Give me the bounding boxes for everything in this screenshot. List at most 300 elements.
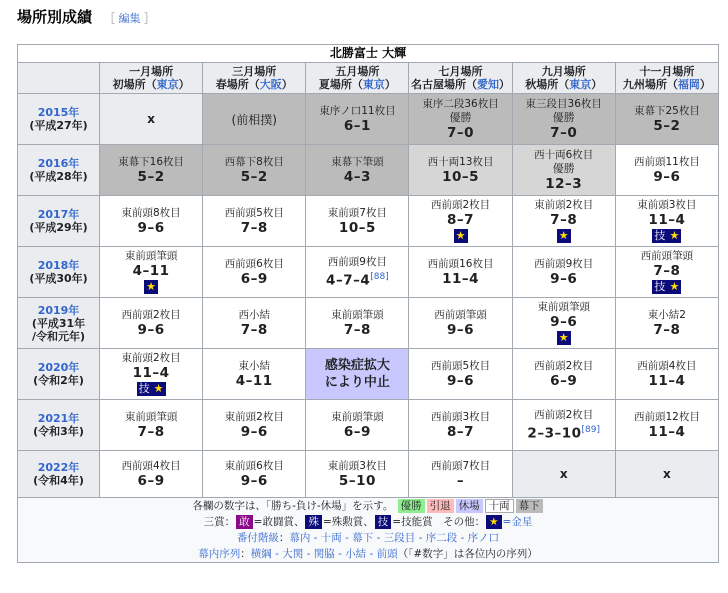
basho-cell bbox=[409, 451, 512, 498]
gino-sho-badge: 技 bbox=[654, 280, 666, 293]
award-badges bbox=[513, 229, 615, 243]
year-link[interactable]: 2017年 bbox=[37, 208, 80, 221]
header-place-link[interactable]: 愛知 bbox=[477, 78, 500, 91]
rank-label: 西前頭2枚目 bbox=[534, 359, 594, 372]
year-cell bbox=[18, 298, 100, 349]
era-label: (令和3年) bbox=[33, 425, 84, 438]
legend-kyujo: 休場 bbox=[456, 499, 483, 513]
header-basho bbox=[100, 63, 203, 94]
score-value: 10–5 bbox=[442, 168, 480, 185]
score-label bbox=[100, 169, 202, 185]
rank-label: 東前頭8枚目 bbox=[121, 206, 181, 219]
table-caption: 北勝富士 大輝 bbox=[18, 45, 719, 63]
legend-rank-link[interactable]: 序ノ口 bbox=[467, 532, 500, 544]
rank-label: 東幕下筆頭 bbox=[331, 155, 384, 168]
header-close: ） bbox=[178, 78, 190, 91]
yusho-label: 優勝 bbox=[552, 161, 575, 175]
rank-label: 東序ノ口11枚目 bbox=[319, 104, 396, 117]
award-badges bbox=[513, 331, 615, 345]
basho-cell bbox=[100, 400, 203, 451]
legend-line-1: 各欄の数字は、「勝ち-負け-休場」を示す。 優勝 引退 休場 十両 幕下 bbox=[18, 498, 718, 514]
basho-cell bbox=[409, 94, 512, 145]
basho-cell bbox=[409, 247, 512, 298]
basho-cell bbox=[203, 94, 306, 145]
score-value: 9–6 bbox=[240, 472, 268, 489]
score-value: 5–2 bbox=[137, 168, 165, 185]
rank-label: 西前頭2枚目 bbox=[534, 408, 594, 421]
legend-rank-link[interactable]: 幕下 bbox=[352, 532, 374, 544]
score-label bbox=[306, 269, 408, 289]
score-label bbox=[203, 473, 305, 489]
score-label bbox=[616, 424, 718, 440]
legend-dash: - bbox=[303, 548, 314, 560]
year-link[interactable]: 2018年 bbox=[37, 259, 80, 272]
rank-label: 西前頭7枚目 bbox=[430, 459, 491, 472]
year-link[interactable]: 2015年 bbox=[37, 106, 80, 119]
yusho-label: 優勝 bbox=[552, 110, 575, 124]
rank-label: 西前頭12枚目 bbox=[633, 410, 700, 423]
table-row bbox=[18, 298, 719, 349]
score-label bbox=[100, 365, 202, 381]
kinboshi-star-icon: ★ bbox=[667, 229, 681, 243]
basho-cell bbox=[512, 247, 615, 298]
score-value: 8–7 bbox=[447, 423, 475, 440]
rank-label: 西幕下8枚目 bbox=[224, 155, 284, 168]
score-label bbox=[513, 373, 615, 389]
score-label bbox=[409, 169, 511, 185]
header-close: ） bbox=[281, 78, 293, 91]
rank-label: 西前頭4枚目 bbox=[121, 459, 181, 472]
score-label bbox=[409, 322, 511, 338]
kinboshi-star-icon: ★ bbox=[144, 280, 158, 294]
basho-cell bbox=[615, 247, 718, 298]
rank-label: 東前頭6枚目 bbox=[224, 459, 284, 472]
header-basho bbox=[409, 63, 512, 94]
legend-sep: ： bbox=[278, 532, 290, 544]
basho-cell bbox=[100, 145, 203, 196]
legend-rank-link[interactable]: 関脇 bbox=[313, 548, 335, 560]
year-link[interactable]: 2016年 bbox=[37, 157, 80, 170]
award-badges bbox=[616, 229, 718, 243]
legend-line-2: 三賞： 敢 =敢闘賞、 殊 =殊勲賞、 技 =技能賞 その他： ★ =金星 bbox=[203, 516, 533, 528]
rank-label: 西前頭9枚目 bbox=[534, 257, 594, 270]
year-link[interactable]: 2021年 bbox=[37, 412, 80, 425]
header-name: 九州場所（ bbox=[622, 78, 678, 91]
header-basho bbox=[203, 63, 306, 94]
header-month: 三月場所 bbox=[232, 65, 277, 78]
score-label bbox=[616, 373, 718, 389]
basho-cell bbox=[100, 94, 203, 145]
score-label bbox=[513, 125, 615, 141]
rank-label: 西前頭4枚目 bbox=[637, 359, 697, 372]
score-label bbox=[306, 118, 408, 134]
section-title: 場所別成績 bbox=[17, 8, 93, 26]
award-badges bbox=[616, 280, 718, 294]
citation-link[interactable]: [88] bbox=[370, 271, 389, 282]
basho-cell bbox=[306, 196, 409, 247]
table-row bbox=[18, 247, 719, 298]
legend-dash: - bbox=[366, 548, 377, 560]
score-label bbox=[616, 322, 718, 338]
rank-label: 西小結 bbox=[238, 308, 270, 321]
score-value: 6–9 bbox=[240, 270, 268, 287]
kanto-icon: 敢 bbox=[236, 515, 253, 529]
header-name: 夏場所（ bbox=[318, 78, 363, 91]
score-label bbox=[306, 473, 408, 489]
legend-rank-link[interactable]: 十両 bbox=[320, 532, 342, 544]
rank-label: 西前頭5枚目 bbox=[430, 359, 491, 372]
basho-cell bbox=[100, 196, 203, 247]
score-label bbox=[513, 212, 615, 228]
era-label: (令和4年) bbox=[33, 474, 84, 487]
legend-rank-link[interactable]: 序二段 bbox=[425, 532, 458, 544]
header-place-link[interactable]: 福岡 bbox=[677, 78, 700, 91]
rank-label: 東序二段36枚目 bbox=[422, 97, 499, 110]
legend-rank-link[interactable]: 三段目 bbox=[383, 532, 416, 544]
basho-cell bbox=[512, 196, 615, 247]
basho-cell bbox=[203, 247, 306, 298]
basho-cell bbox=[306, 451, 409, 498]
score-value: 9–6 bbox=[550, 270, 578, 287]
header-place-link[interactable]: 東京 bbox=[362, 78, 385, 91]
score-label bbox=[100, 220, 202, 236]
rank-label: 東前頭2枚目 bbox=[224, 410, 284, 423]
rank-label: 西十両13枚目 bbox=[427, 155, 494, 168]
legend-yusho: 優勝 bbox=[398, 499, 425, 513]
score-label bbox=[409, 125, 511, 141]
score-value: 11–4 bbox=[442, 270, 480, 287]
rank-label: 東前頭7枚目 bbox=[327, 206, 387, 219]
citation-link[interactable]: [89] bbox=[581, 424, 600, 435]
basho-cell bbox=[409, 349, 512, 400]
score-value: 9–6 bbox=[447, 321, 475, 338]
legend-rank-link[interactable]: 大関 bbox=[282, 548, 304, 560]
score-value: 4–3 bbox=[343, 168, 371, 185]
score-label bbox=[306, 322, 408, 338]
table-row bbox=[18, 400, 719, 451]
rank-label: 西前頭2枚目 bbox=[430, 199, 491, 211]
score-value: 7–8 bbox=[137, 423, 165, 440]
kinboshi-star-icon: ★ bbox=[152, 382, 166, 396]
header-name: 秋場所（ bbox=[525, 78, 570, 91]
basho-cell bbox=[615, 145, 718, 196]
basho-cell bbox=[409, 298, 512, 349]
gino-sho-badge: 技 bbox=[138, 382, 150, 395]
score-label bbox=[203, 424, 305, 440]
score-value: 7–8 bbox=[653, 263, 681, 279]
score-value: 2–3–10 bbox=[527, 425, 582, 442]
legend-rank-link[interactable]: 小結 bbox=[345, 548, 367, 560]
year-link[interactable]: 2020年 bbox=[37, 361, 80, 374]
edit-link[interactable]: 編集 bbox=[118, 12, 141, 25]
rank-label: 東前頭筆頭 bbox=[124, 410, 178, 423]
basho-cell bbox=[203, 400, 306, 451]
header-basho bbox=[615, 63, 718, 94]
basho-cell bbox=[615, 400, 718, 451]
header-close: ） bbox=[591, 78, 603, 91]
score-value: 4–7–4 bbox=[326, 272, 371, 289]
rank-label: 東小結 bbox=[238, 359, 270, 372]
score-value: 5–2 bbox=[653, 117, 681, 134]
header-month: 七月場所 bbox=[438, 65, 483, 78]
score-value: 4–11 bbox=[235, 372, 273, 389]
basho-cell bbox=[615, 298, 718, 349]
legend-makuuchi-link[interactable]: 幕内序列 bbox=[198, 548, 241, 560]
header-basho bbox=[512, 63, 615, 94]
no-record: x bbox=[147, 112, 155, 126]
rank-label: 西前頭筆頭 bbox=[640, 250, 694, 262]
basho-cell bbox=[203, 349, 306, 400]
header-place-link[interactable]: 東京 bbox=[156, 78, 179, 91]
legend-note: （「#数字」は各位内の序列） bbox=[397, 548, 538, 560]
basho-cell bbox=[306, 400, 409, 451]
rank-label: 西前頭6枚目 bbox=[224, 257, 284, 270]
basho-cell bbox=[306, 349, 409, 400]
legend-rank-link[interactable]: 幕内 bbox=[289, 532, 311, 544]
legend-juryo: 十両 bbox=[485, 499, 514, 513]
basho-cell bbox=[203, 451, 306, 498]
basho-cell bbox=[100, 298, 203, 349]
score-value: 7–8 bbox=[343, 321, 371, 338]
legend-dash: - bbox=[415, 532, 426, 544]
score-value: 6–1 bbox=[343, 117, 371, 134]
year-cell bbox=[18, 145, 100, 196]
year-cell bbox=[18, 349, 100, 400]
score-value: 7–8 bbox=[240, 321, 268, 338]
basho-cell bbox=[100, 349, 203, 400]
score-label bbox=[203, 373, 305, 389]
shukun-icon: 殊 bbox=[305, 515, 322, 529]
era-label: (平成28年) bbox=[29, 170, 88, 183]
year-cell bbox=[18, 400, 100, 451]
no-record: x bbox=[559, 467, 568, 481]
legend-rank-link[interactable]: 横綱 bbox=[250, 548, 272, 560]
table-row bbox=[18, 451, 719, 498]
rank-label: 東前頭筆頭 bbox=[331, 308, 384, 321]
basho-cell bbox=[512, 349, 615, 400]
score-value: 4–11 bbox=[132, 263, 170, 279]
rank-label: 西前頭16枚目 bbox=[427, 257, 494, 270]
record-table bbox=[17, 44, 719, 563]
score-value: 8–7 bbox=[447, 212, 475, 228]
score-label bbox=[203, 169, 305, 185]
rank-label: 西前頭5枚目 bbox=[224, 206, 284, 219]
era-label: (平成31年 bbox=[31, 316, 86, 330]
score-value: 11–4 bbox=[648, 423, 686, 440]
era-label: (平成27年) bbox=[29, 119, 88, 132]
era-label: (平成29年) bbox=[29, 221, 88, 234]
legend-line-4 bbox=[18, 546, 718, 562]
score-label bbox=[306, 169, 408, 185]
basho-cell bbox=[512, 298, 615, 349]
gino-icon: 技 bbox=[375, 515, 392, 529]
header-month: 一月場所 bbox=[129, 65, 174, 78]
score-label bbox=[203, 271, 305, 287]
basho-cell bbox=[306, 94, 409, 145]
rank-label: 西十両6枚目 bbox=[534, 148, 594, 161]
award-badges bbox=[100, 280, 202, 294]
score-value: 5–2 bbox=[240, 168, 268, 185]
basho-cell bbox=[203, 298, 306, 349]
edit-link-wrapper: ［ 編集 ］ bbox=[104, 12, 156, 25]
score-label bbox=[513, 422, 615, 442]
score-value: 9–6 bbox=[137, 219, 165, 236]
legend-makushita: 幕下 bbox=[516, 499, 543, 513]
cancelled-label-2: により中止 bbox=[324, 375, 390, 390]
score-label bbox=[100, 322, 202, 338]
table-row bbox=[18, 94, 719, 145]
score-value: 7–8 bbox=[550, 212, 578, 228]
score-label bbox=[616, 212, 718, 228]
legend-sep: ： bbox=[240, 548, 251, 560]
cancelled-label: 感染症拡大 bbox=[324, 358, 390, 373]
score-label bbox=[409, 473, 511, 489]
score-value: 6–9 bbox=[343, 423, 371, 440]
maezumo-label: (前相撲) bbox=[231, 112, 277, 127]
table-row bbox=[18, 349, 719, 400]
score-value: 12–3 bbox=[545, 175, 583, 192]
basho-cell bbox=[615, 451, 718, 498]
basho-cell bbox=[409, 400, 512, 451]
table-row bbox=[18, 145, 719, 196]
year-cell bbox=[18, 196, 100, 247]
legend-dash: - bbox=[310, 532, 321, 544]
award-badges bbox=[409, 229, 511, 243]
rank-label: 西前頭11枚目 bbox=[633, 155, 700, 168]
basho-cell bbox=[615, 94, 718, 145]
score-value: 11–4 bbox=[132, 365, 170, 381]
basho-cell bbox=[512, 451, 615, 498]
basho-cell bbox=[615, 349, 718, 400]
rank-label: 東前頭2枚目 bbox=[534, 199, 594, 211]
yusho-label: 優勝 bbox=[449, 110, 472, 124]
gino-sho-badge: 技 bbox=[654, 229, 666, 242]
score-value: 9–6 bbox=[653, 168, 681, 185]
kinboshi-icon: ★ bbox=[486, 515, 501, 529]
year-cell bbox=[18, 247, 100, 298]
header-close: ） bbox=[699, 78, 711, 91]
kinboshi-star-icon: ★ bbox=[454, 229, 468, 243]
score-value: 7–0 bbox=[550, 124, 578, 141]
basho-cell bbox=[512, 94, 615, 145]
score-value: 5–10 bbox=[338, 472, 376, 489]
award-badges bbox=[100, 382, 202, 396]
score-label bbox=[306, 220, 408, 236]
header-close: ） bbox=[499, 78, 511, 91]
rank-label: 東前頭筆頭 bbox=[331, 410, 384, 423]
legend-banzuke-link[interactable]: 番付階級 bbox=[236, 532, 279, 544]
score-label bbox=[616, 263, 718, 279]
rank-label: 西前頭9枚目 bbox=[327, 255, 387, 268]
basho-cell bbox=[615, 196, 718, 247]
era-label-2: /令和元年) bbox=[31, 329, 86, 343]
score-label bbox=[513, 314, 615, 330]
rank-label: 西前頭3枚目 bbox=[430, 410, 491, 423]
year-link[interactable]: 2022年 bbox=[37, 461, 80, 474]
basho-cell bbox=[306, 298, 409, 349]
legend bbox=[18, 498, 719, 563]
score-label bbox=[513, 271, 615, 287]
legend-line-3 bbox=[18, 530, 718, 546]
header-month: 九月場所 bbox=[541, 65, 586, 78]
score-value: 6–9 bbox=[550, 372, 578, 389]
score-value: 7–8 bbox=[240, 219, 268, 236]
corner-cell bbox=[18, 63, 100, 94]
header-row bbox=[18, 63, 719, 94]
header-place-link[interactable]: 大阪 bbox=[259, 78, 282, 91]
legend-dash: - bbox=[341, 532, 353, 544]
score-value: 9–6 bbox=[240, 423, 268, 440]
score-label bbox=[100, 263, 202, 279]
score-label bbox=[100, 424, 202, 440]
basho-cell bbox=[306, 145, 409, 196]
rank-label: 東小結2 bbox=[647, 308, 686, 321]
basho-cell bbox=[203, 145, 306, 196]
no-record: x bbox=[663, 467, 671, 481]
basho-cell bbox=[409, 196, 512, 247]
basho-cell bbox=[100, 247, 203, 298]
score-value: 7–8 bbox=[653, 321, 681, 338]
kinboshi-star-icon: ★ bbox=[557, 229, 571, 243]
legend-dash: - bbox=[334, 548, 346, 560]
rank-label: 東前頭3枚目 bbox=[327, 459, 387, 472]
legend-dash: - bbox=[457, 532, 468, 544]
basho-cell bbox=[203, 196, 306, 247]
basho-cell bbox=[306, 247, 409, 298]
header-close: ） bbox=[384, 78, 396, 91]
header-month: 五月場所 bbox=[335, 65, 380, 78]
year-link[interactable]: 2019年 bbox=[37, 303, 80, 317]
year-cell bbox=[18, 94, 100, 145]
rank-label: 東前頭筆頭 bbox=[537, 301, 590, 313]
score-value: – bbox=[456, 472, 465, 489]
score-label bbox=[306, 424, 408, 440]
header-month: 十一月場所 bbox=[639, 65, 695, 78]
score-label bbox=[409, 271, 511, 287]
basho-cell bbox=[100, 451, 203, 498]
era-label: (平成30年) bbox=[29, 272, 88, 285]
score-value: 10–5 bbox=[338, 219, 376, 236]
section-heading bbox=[17, 6, 155, 27]
basho-cell bbox=[512, 400, 615, 451]
score-value: 6–9 bbox=[137, 472, 165, 489]
header-place-link[interactable]: 東京 bbox=[569, 78, 592, 91]
score-value: 9–6 bbox=[447, 372, 475, 389]
legend-rank-link[interactable]: 前頭 bbox=[376, 548, 398, 560]
era-label: (令和2年) bbox=[33, 374, 84, 387]
rank-label: 西前頭筆頭 bbox=[434, 308, 487, 321]
score-value: 7–0 bbox=[447, 124, 475, 141]
kinboshi-star-icon: ★ bbox=[667, 280, 681, 294]
header-name: 初場所（ bbox=[112, 78, 157, 91]
kinboshi-star-icon: ★ bbox=[557, 331, 571, 345]
legend-dash: - bbox=[373, 532, 384, 544]
header-name: 名古屋場所（ bbox=[411, 78, 478, 91]
score-value: 11–4 bbox=[648, 372, 686, 389]
rank-label: 西前頭2枚目 bbox=[121, 308, 181, 321]
score-value: 9–6 bbox=[550, 314, 578, 330]
rank-label: 東三段目36枚目 bbox=[525, 97, 602, 110]
rank-label: 東幕下25枚目 bbox=[633, 104, 700, 117]
score-value: 11–4 bbox=[648, 212, 686, 228]
score-label bbox=[409, 212, 511, 228]
header-name: 春場所（ bbox=[215, 78, 260, 91]
score-label bbox=[409, 424, 511, 440]
legend-dash: - bbox=[271, 548, 283, 560]
score-label bbox=[203, 220, 305, 236]
legend-taijo: 引退 bbox=[427, 499, 454, 513]
rank-label: 東前頭2枚目 bbox=[121, 352, 181, 364]
